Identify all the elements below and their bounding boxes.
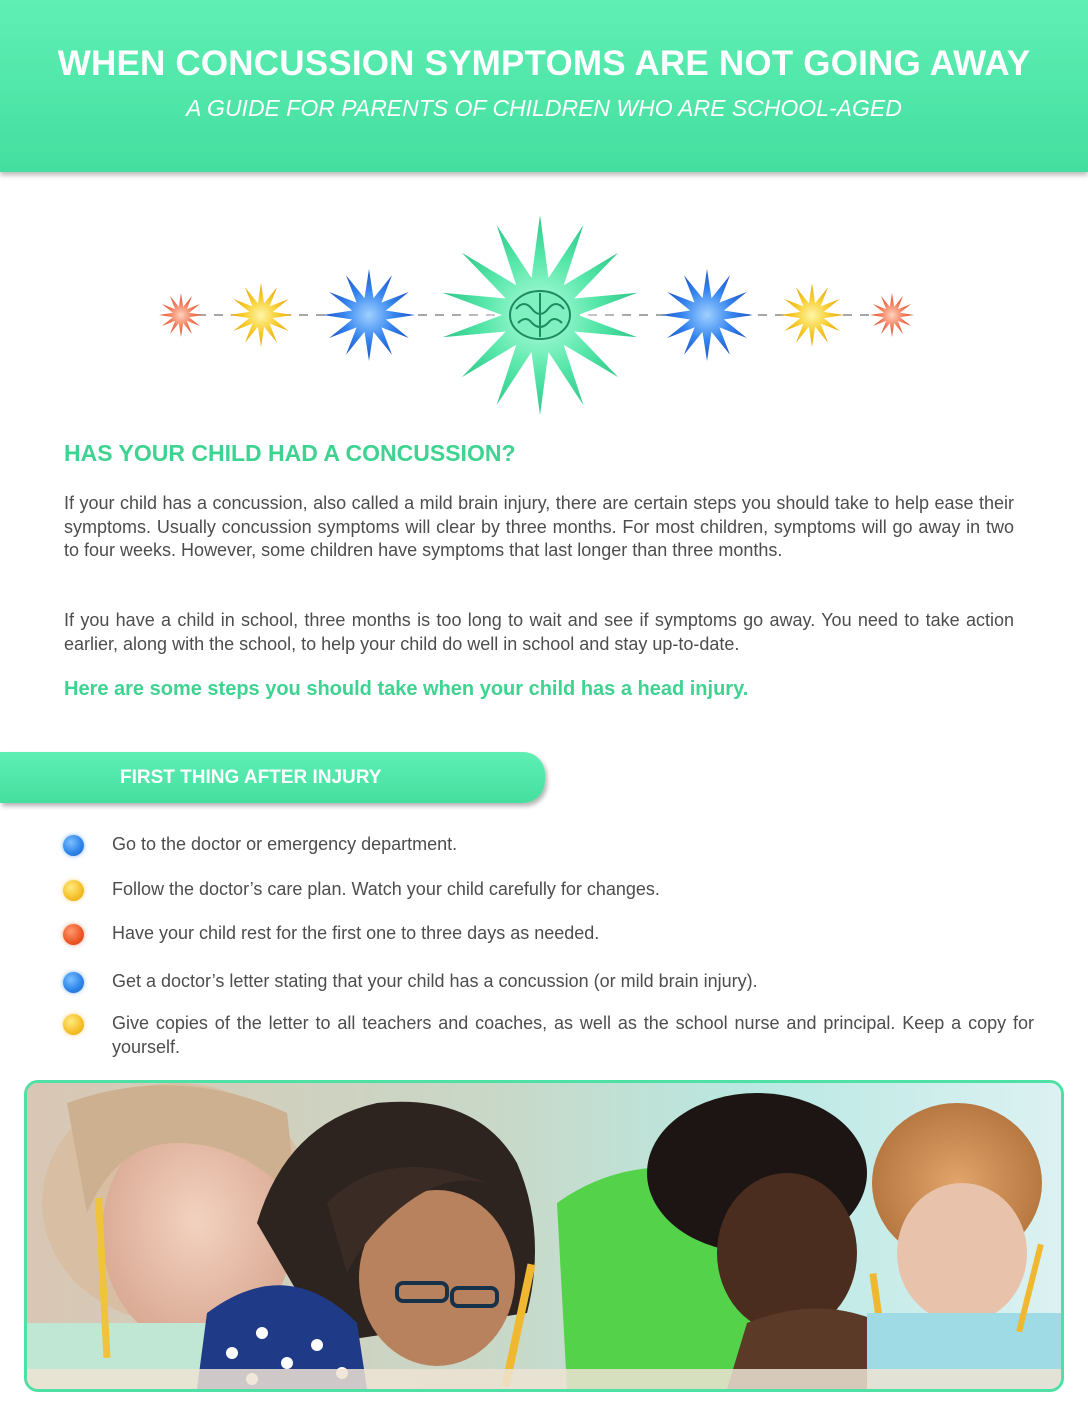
section-heading: HAS YOUR CHILD HAD A CONCUSSION? <box>64 440 516 466</box>
page-subtitle: A GUIDE FOR PARENTS OF CHILDREN WHO ARE SCHOOL-AGED <box>186 95 902 121</box>
coral-star-icon <box>870 293 914 337</box>
blue-star-icon <box>323 269 415 361</box>
yellow-star-icon <box>780 283 844 347</box>
blue-star-icon <box>661 269 753 361</box>
concussion-star-illustration <box>150 200 930 430</box>
yellow-bullet-icon <box>63 880 84 901</box>
steps-lead-text: Here are some steps you should take when your child has a head injury. <box>64 678 749 700</box>
blue-bullet-icon <box>63 972 84 993</box>
orange-bullet-icon <box>63 924 84 945</box>
intro-paragraph: If your child has a concussion, also called a mild brain injury, there are certain steps you should take to help ease their symptoms. Usually concussion symptoms will clear by three months. For most children, symptoms will go away in two to four weeks. However, some children have symptoms that last longer than three months. <box>64 493 1014 560</box>
blue-bullet-icon <box>63 835 84 856</box>
step-text: Follow the doctor’s care plan. Watch your child carefully for changes. <box>112 879 660 899</box>
yellow-star-icon <box>229 283 293 347</box>
step-text: Have your child rest for the first one to three days as needed. <box>112 923 600 943</box>
step-text: Get a doctor’s letter stating that your child has a concussion (or mild brain injury). <box>112 971 758 991</box>
children-writing-illustration <box>27 1083 1061 1389</box>
step-text: Give copies of the letter to all teachers and coaches, as well as the school nurse and principal. Keep a copy for yourself. <box>112 1013 1034 1057</box>
coral-star-icon <box>159 293 203 337</box>
school-paragraph: If you have a child in school, three months is too long to wait and see if symptoms go away. You need to take action earlier, along with the school, to help your child do well in school and stay up-to-date. <box>64 610 1014 654</box>
steps-banner <box>0 752 545 803</box>
title-banner <box>0 0 1088 172</box>
step-text: Go to the doctor or emergency department. <box>112 834 458 854</box>
steps-banner-label: FIRST THING AFTER INJURY <box>120 767 382 788</box>
yellow-bullet-icon <box>63 1014 84 1035</box>
page-title: WHEN CONCUSSION SYMPTOMS ARE NOT GOING AWAY <box>57 44 1031 83</box>
classroom-photo <box>24 1080 1064 1392</box>
